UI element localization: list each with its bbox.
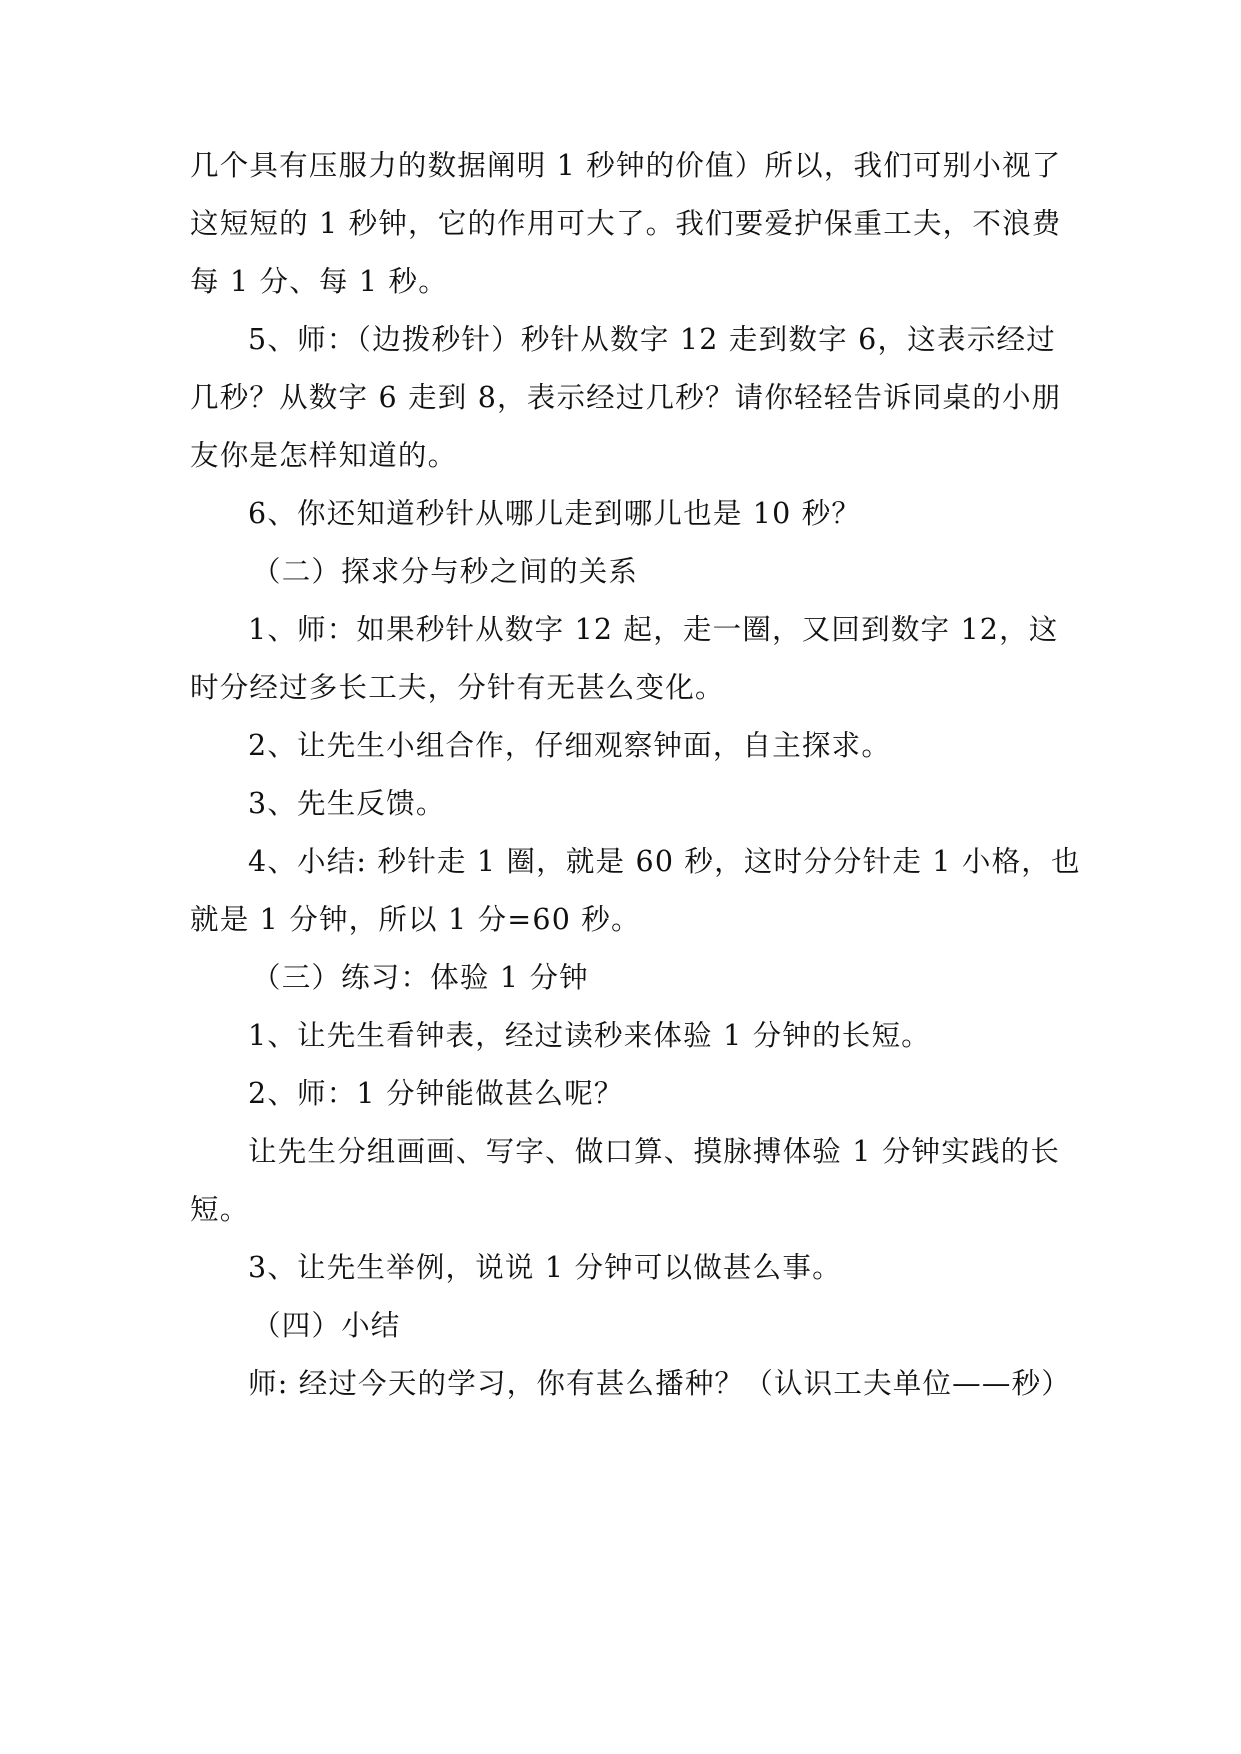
- paragraph-line: 这短短的 1 秒钟，它的作用可大了。我们要爱护保重工夫，不浪费: [190, 207, 1062, 240]
- paragraph-line: 师: 经过今天的学习，你有甚么播种？（认识工夫单位——秒）: [248, 1367, 1071, 1400]
- paragraph-line: 几秒？从数字 6 走到 8，表示经过几秒？请你轻轻告诉同桌的小朋: [190, 381, 1062, 414]
- paragraph-line: 1、让先生看钟表，经过读秒来体验 1 分钟的长短。: [248, 1019, 931, 1052]
- paragraph-line: 时分经过多长工夫，分针有无甚么变化。: [190, 671, 725, 704]
- paragraph-line: 6、你还知道秒针从哪儿走到哪儿也是 10 秒？: [248, 497, 862, 530]
- paragraph-line: 友你是怎样知道的。: [190, 439, 458, 472]
- section-heading: （四）小结: [252, 1309, 401, 1342]
- paragraph-line: 几个具有压服力的数据阐明 1 秒钟的价值）所以，我们可别小视了: [190, 149, 1062, 182]
- paragraph-line: 让先生分组画画、写字、做口算、摸脉搏体验 1 分钟实践的长: [248, 1135, 1061, 1168]
- paragraph-line: 3、先生反馈。: [248, 787, 446, 820]
- paragraph-line: 2、师：1 分钟能做甚么呢？: [248, 1077, 624, 1110]
- paragraph-line: 4、小结: 秒针走 1 圈，就是 60 秒，这时分分针走 1 小格，也: [248, 845, 1081, 878]
- paragraph-line: 短。: [190, 1193, 250, 1226]
- section-heading: （二）探求分与秒之间的关系: [252, 555, 639, 588]
- paragraph-line: 每 1 分、每 1 秒。: [190, 265, 448, 298]
- paragraph-line: 1、师：如果秒针从数字 12 起，走一圈，又回到数字 12，这: [248, 613, 1059, 646]
- paragraph-line: 就是 1 分钟，所以 1 分=60 秒。: [190, 903, 641, 936]
- paragraph-line: 5、师：（边拨秒针）秒针从数字 12 走到数字 6，这表示经过: [248, 323, 1056, 356]
- paragraph-line: 3、让先生举例，说说 1 分钟可以做甚么事。: [248, 1251, 842, 1284]
- paragraph-line: 2、让先生小组合作，仔细观察钟面，自主探求。: [248, 729, 892, 762]
- section-heading: （三）练习：体验 1 分钟: [252, 961, 589, 994]
